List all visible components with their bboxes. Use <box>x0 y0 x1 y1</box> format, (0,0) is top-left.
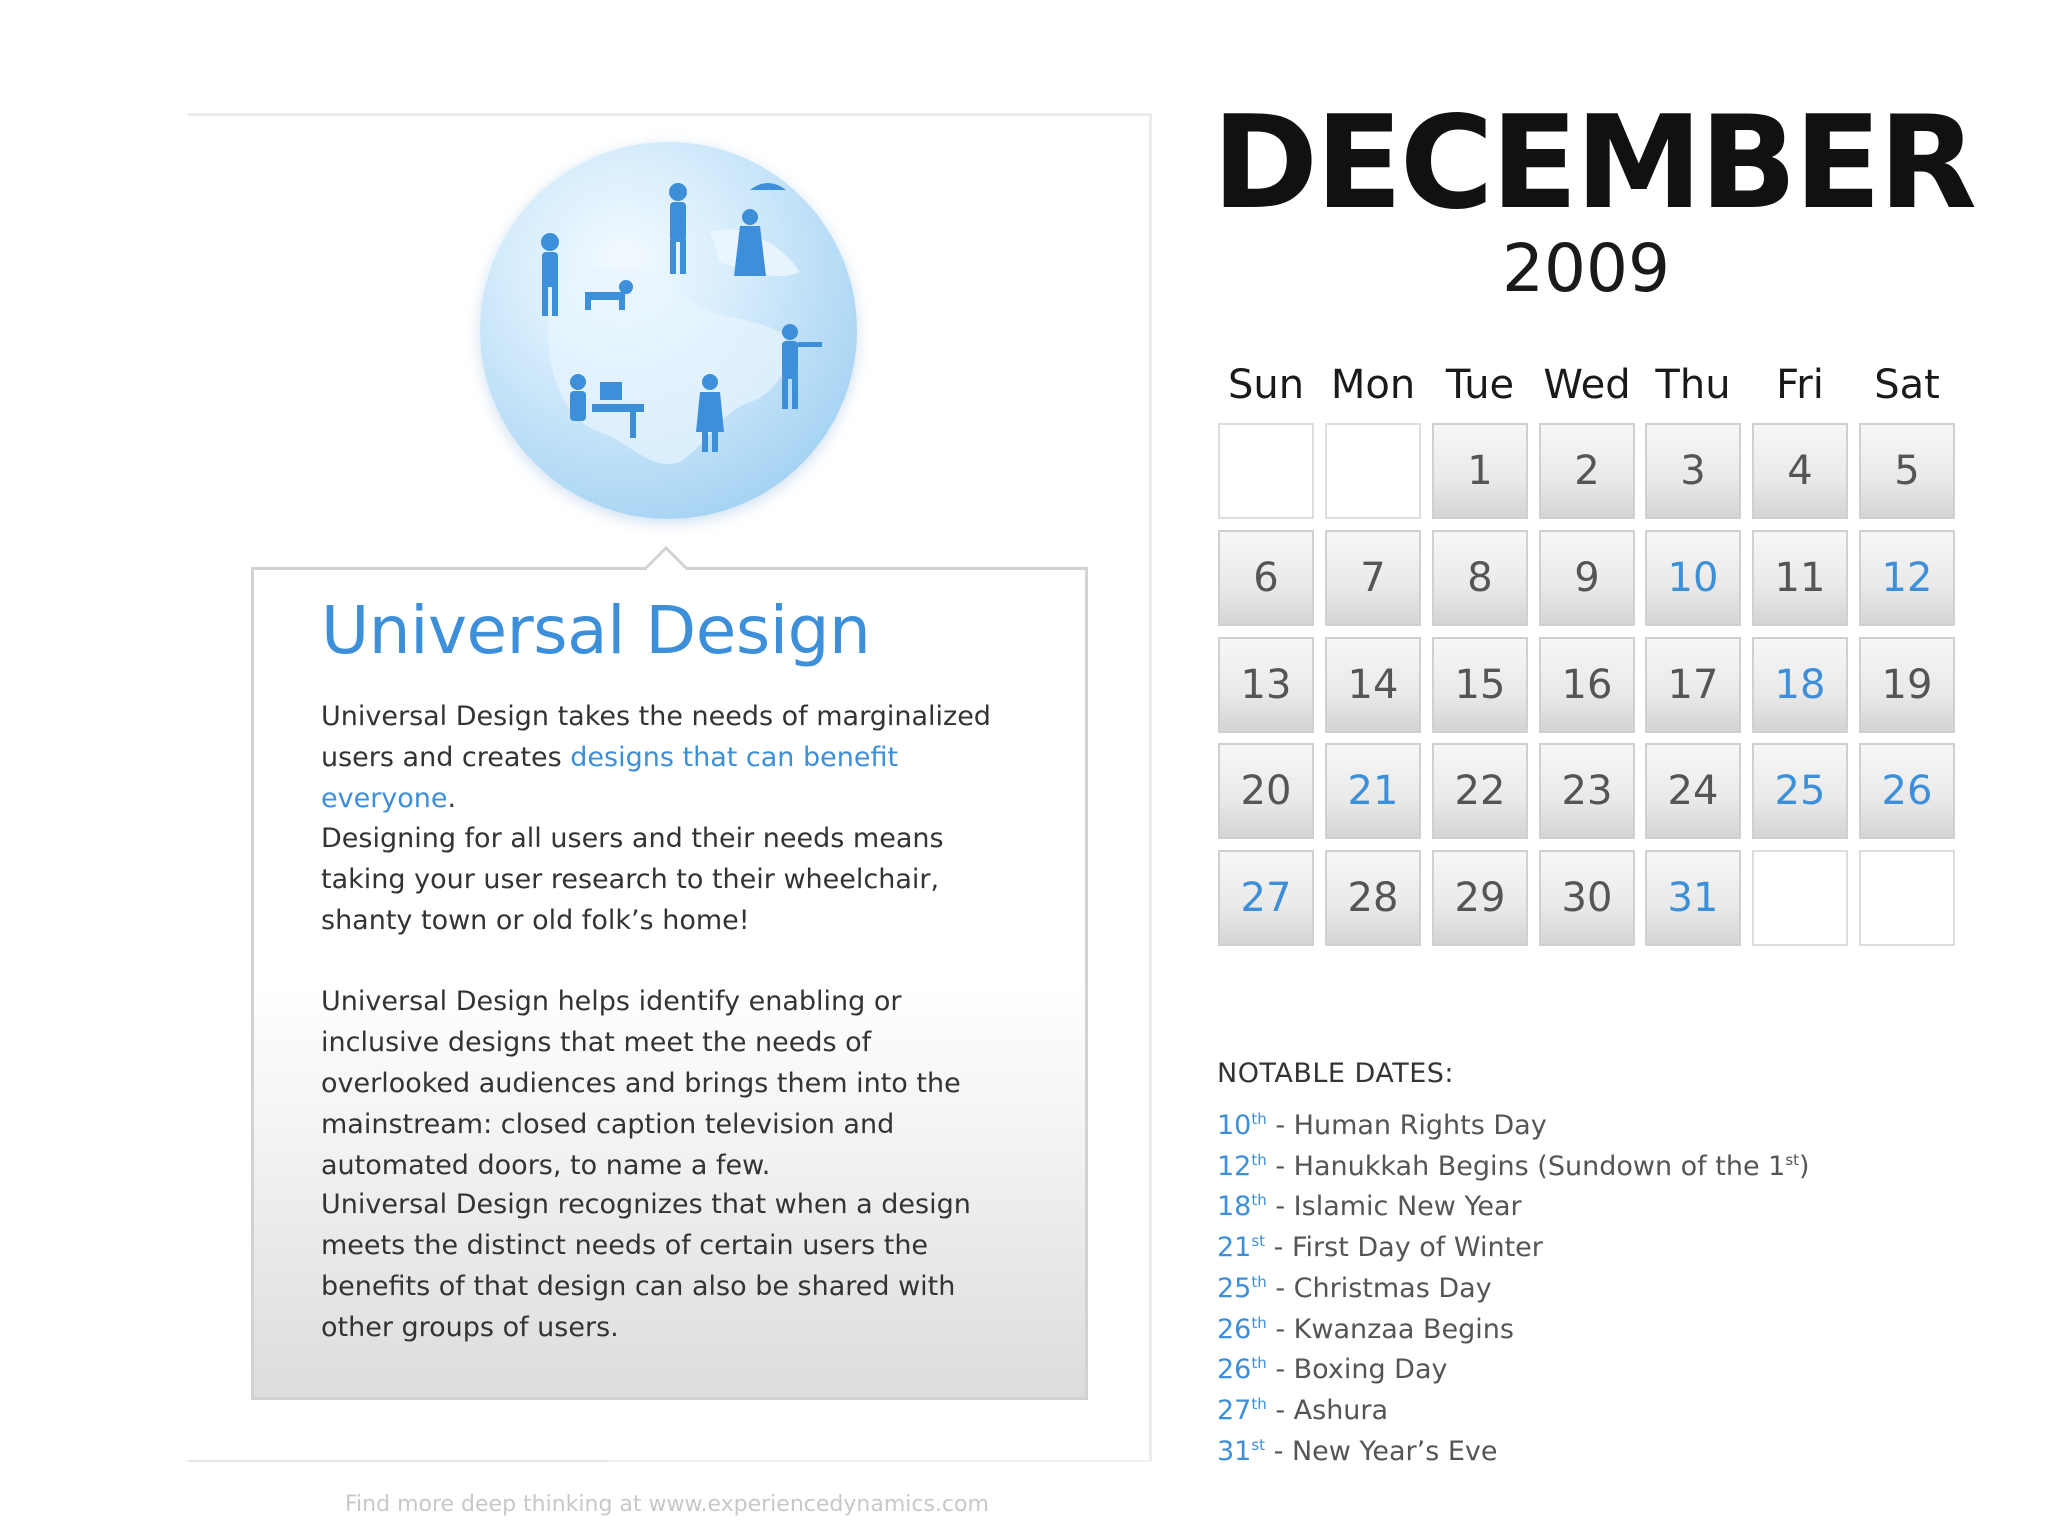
calendar-day-1[interactable]: 1 <box>1432 423 1528 519</box>
notable-date-label: - Christmas Day <box>1266 1272 1492 1304</box>
calendar-day-31[interactable]: 31 <box>1645 850 1741 946</box>
notable-date-day: 18th <box>1217 1191 1267 1223</box>
callout-pointer <box>643 536 689 582</box>
notable-date-item <box>1217 1314 1514 1354</box>
globe-people-icon <box>480 142 857 519</box>
notable-date-day: 21st <box>1217 1232 1266 1264</box>
calendar-day-30[interactable]: 30 <box>1539 850 1635 946</box>
weekday-sat: Sat <box>1874 362 1940 408</box>
notable-date-suffix: th <box>1251 1110 1267 1128</box>
calendar-day-29[interactable]: 29 <box>1432 850 1528 946</box>
paragraph-3: Universal Design helps identify enabling or inclusive designs that meet the needs of overlooked audiences and brings them into the mainstream: closed caption television and automated doors, to name a few. <box>321 986 961 1181</box>
section-title: Universal Design <box>321 592 871 669</box>
notable-date-day: 10th <box>1217 1110 1267 1141</box>
notable-date-day: 31st <box>1217 1435 1266 1467</box>
notable-date-suffix: th <box>1251 1313 1267 1332</box>
weekday-sun: Sun <box>1227 362 1305 408</box>
notable-date-day: 25th <box>1217 1272 1267 1304</box>
calendar-day-19[interactable]: 19 <box>1859 637 1955 733</box>
notable-date-item <box>1217 1232 1543 1272</box>
notable-date-label: - Ashura <box>1266 1394 1389 1426</box>
calendar-day-25[interactable]: 25 <box>1752 743 1848 839</box>
notable-date-suffix: th <box>1251 1191 1267 1210</box>
footer-credit[interactable]: Find more deep thinking at www.experiencedynamics.com <box>345 1492 989 1517</box>
benefit-everyone-link[interactable]: designs that can benefit everyone <box>321 742 899 814</box>
notable-date-suffix: st <box>1251 1232 1266 1251</box>
notable-date-suffix: th <box>1251 1150 1267 1169</box>
calendar-day-26[interactable]: 26 <box>1859 743 1955 839</box>
calendar-day-23[interactable]: 23 <box>1539 743 1635 839</box>
calendar-empty-cell <box>1325 423 1421 519</box>
notable-date-suffix: st <box>1785 1150 1800 1169</box>
notable-date-day: 26th <box>1217 1354 1267 1386</box>
notable-date-item <box>1217 1395 1388 1435</box>
weekday-wed: Wed <box>1543 362 1631 408</box>
notable-date-item <box>1217 1273 1492 1313</box>
year-title: 2009 <box>1502 230 1670 307</box>
weekday-mon: Mon <box>1330 362 1416 408</box>
notable-date-day: 12th <box>1217 1150 1267 1182</box>
calendar-day-9[interactable]: 9 <box>1539 530 1635 626</box>
calendar-day-4[interactable]: 4 <box>1752 423 1848 519</box>
notable-date-item <box>1217 1436 1498 1476</box>
notable-date-label: - New Year’s Eve <box>1265 1435 1498 1467</box>
calendar-day-13[interactable]: 13 <box>1218 637 1314 733</box>
weekday-fri: Fri <box>1776 362 1824 408</box>
notable-date-suffix: st <box>1251 1435 1266 1454</box>
notable-date-label: - Boxing Day <box>1266 1354 1448 1386</box>
calendar-empty-cell <box>1752 850 1848 946</box>
calendar-day-14[interactable]: 14 <box>1325 637 1421 733</box>
calendar-day-5[interactable]: 5 <box>1859 423 1955 519</box>
calendar-day-20[interactable]: 20 <box>1218 743 1314 839</box>
notable-date-item <box>1217 1354 1448 1394</box>
calendar-day-12[interactable]: 12 <box>1859 530 1955 626</box>
calendar-day-18[interactable]: 18 <box>1752 637 1848 733</box>
paragraph-1-text: Universal Design takes the needs of marginalized users and creates <box>321 701 991 773</box>
calendar-day-22[interactable]: 22 <box>1432 743 1528 839</box>
calendar-day-11[interactable]: 11 <box>1752 530 1848 626</box>
weekday-tue: Tue <box>1445 362 1515 408</box>
notable-dates-title: NOTABLE DATES: <box>1217 1058 1455 1089</box>
notable-date-label: - Kwanzaa Begins <box>1266 1313 1514 1345</box>
notable-date-label: - Human Rights Day <box>1266 1110 1547 1141</box>
paragraph-4: Universal Design recognizes that when a design meets the distinct needs of certain users the benefits of that design can also be shared with other groups of users. <box>321 1189 971 1343</box>
notable-date-label-tail: ) <box>1799 1150 1810 1182</box>
calendar-day-28[interactable]: 28 <box>1325 850 1421 946</box>
calendar-day-16[interactable]: 16 <box>1539 637 1635 733</box>
notable-date-label: - First Day of Winter <box>1265 1232 1543 1264</box>
paragraph-2: Designing for all users and their needs means taking your user research to their wheelchair, shanty town or old folk’s home! <box>321 823 944 936</box>
calendar-empty-cell <box>1859 850 1955 946</box>
calendar-day-3[interactable]: 3 <box>1645 423 1741 519</box>
calendar-day-21[interactable]: 21 <box>1325 743 1421 839</box>
notable-date-day: 26th <box>1217 1313 1267 1345</box>
month-title: DECEMBER <box>1212 89 1974 238</box>
notable-date-item <box>1217 1151 1810 1191</box>
calendar-day-6[interactable]: 6 <box>1218 530 1314 626</box>
calendar-day-24[interactable]: 24 <box>1645 743 1741 839</box>
calendar-day-8[interactable]: 8 <box>1432 530 1528 626</box>
notable-date-item <box>1217 1191 1522 1231</box>
paragraph-1-end: . <box>447 783 457 814</box>
paragraph-1 <box>321 696 1021 819</box>
calendar-day-10[interactable]: 10 <box>1645 530 1741 626</box>
weekday-thu: Thu <box>1655 362 1731 408</box>
notable-date-suffix: th <box>1251 1354 1267 1373</box>
notable-date-suffix: th <box>1251 1272 1267 1291</box>
calendar-day-27[interactable]: 27 <box>1218 850 1314 946</box>
notable-date-suffix: th <box>1251 1394 1267 1413</box>
notable-date-label: - Hanukkah Begins (Sundown of the 1 <box>1266 1150 1786 1182</box>
frame-divider <box>188 1460 1152 1462</box>
calendar-day-15[interactable]: 15 <box>1432 637 1528 733</box>
calendar-empty-cell <box>1218 423 1314 519</box>
notable-date-item <box>1217 1110 1547 1150</box>
notable-date-day: 27th <box>1217 1394 1267 1426</box>
calendar-day-2[interactable]: 2 <box>1539 423 1635 519</box>
notable-date-label: - Islamic New Year <box>1266 1191 1522 1223</box>
calendar-day-7[interactable]: 7 <box>1325 530 1421 626</box>
calendar-day-17[interactable]: 17 <box>1645 637 1741 733</box>
